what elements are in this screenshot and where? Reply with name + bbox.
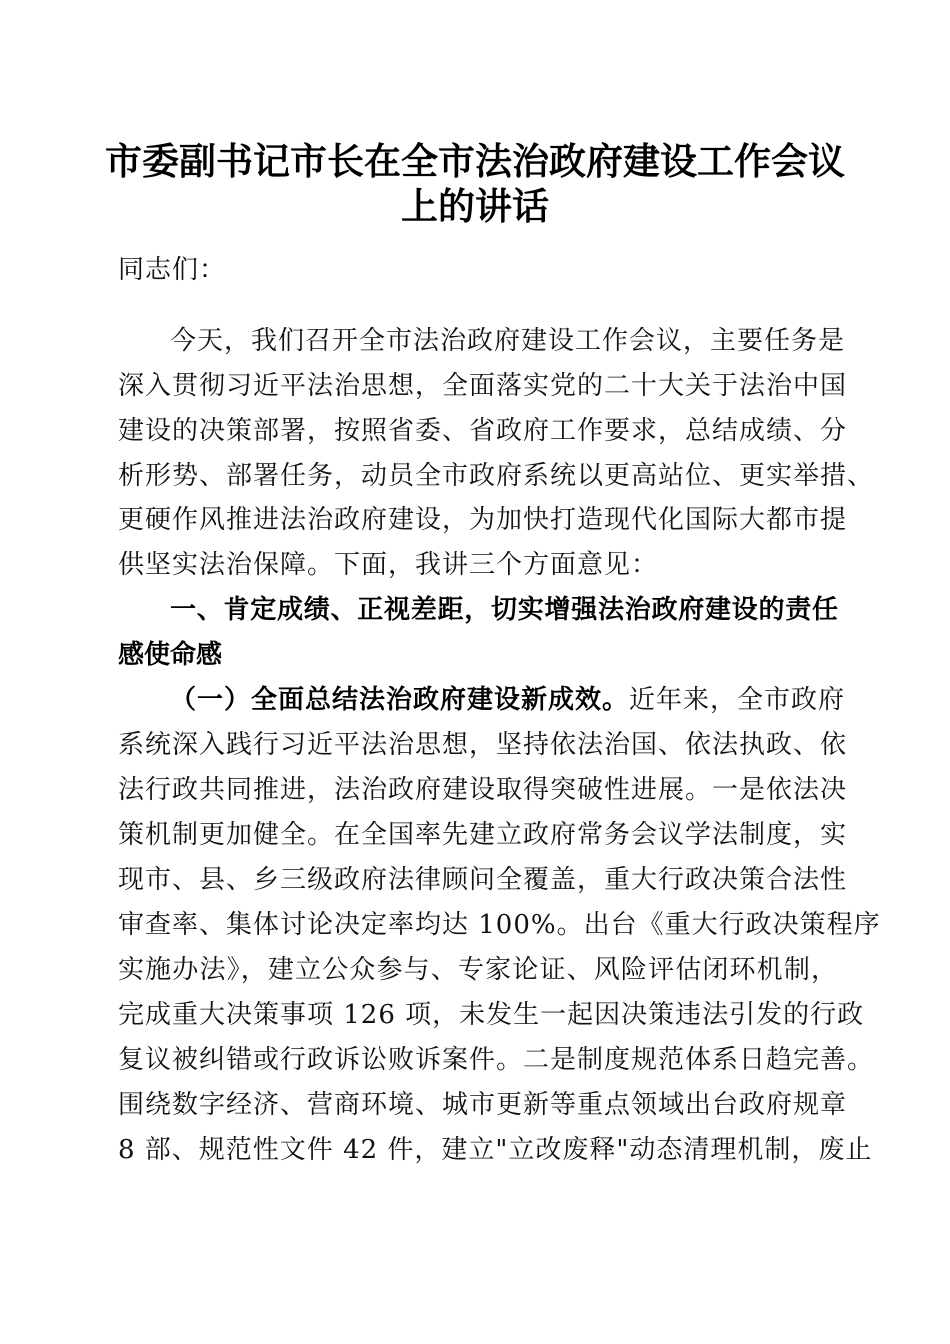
subsection-line: 8 部、规范性文件 42 件，建立"立改废释"动态清理机制，废止 xyxy=(118,1135,873,1165)
salutation: 同志们： xyxy=(118,255,227,285)
subsection-line: 围绕数字经济、营商环境、城市更新等重点领域出台政府规章 xyxy=(118,1090,848,1120)
subsection-first-line xyxy=(170,683,846,717)
intro-line: 深入贯彻习近平法治思想，全面落实党的二十大关于法治中国 xyxy=(118,371,848,401)
subsection-line: 系统深入践行习近平法治思想，坚持依法治国、依法执政、依 xyxy=(118,730,848,760)
section-heading-line: 感使命感 xyxy=(118,640,223,670)
intro-line: 建设的决策部署，按照省委、省政府工作要求，总结成绩、分 xyxy=(118,416,848,446)
document-title-line-2: 上的讲话 xyxy=(401,184,549,228)
subsection-line: 策机制更加健全。在全国率先建立政府常务会议学法制度，实 xyxy=(118,820,848,850)
subsection-line: 现市、县、乡三级政府法律顾问全覆盖，重大行政决策合法性 xyxy=(118,865,848,895)
section-heading-line: 一、肯定成绩、正视差距，切实增强法治政府建设的责任 xyxy=(170,595,838,625)
subsection-heading: （一）全面总结法治政府建设新成效。 xyxy=(170,685,630,715)
subsection-line: 实施办法》，建立公众参与、专家论证、风险评估闭环机制， xyxy=(118,955,838,985)
intro-line: 供坚实法治保障。下面，我讲三个方面意见： xyxy=(118,550,659,580)
intro-line: 更硬作风推进法治政府建设，为加快打造现代化国际大都市提 xyxy=(118,505,848,535)
subsection-line: 审查率、集体讨论决定率均达 100%。出台《重大行政决策程序 xyxy=(118,910,881,940)
document-title-line-1: 市委副书记市长在全市法治政府建设工作会议 xyxy=(105,139,845,183)
subsection-text: 近年来，全市政府 xyxy=(629,685,846,715)
subsection-line: 完成重大决策事项 126 项，未发生一起因决策违法引发的行政 xyxy=(118,1000,865,1030)
subsection-line: 法行政共同推进，法治政府建设取得突破性进展。一是依法决 xyxy=(118,775,848,805)
intro-line: 今天，我们召开全市法治政府建设工作会议，主要任务是 xyxy=(170,326,846,356)
intro-line: 析形势、部署任务，动员全市政府系统以更高站位、更实举措、 xyxy=(118,461,875,491)
subsection-line: 复议被纠错或行政诉讼败诉案件。二是制度规范体系日趋完善。 xyxy=(118,1045,875,1075)
